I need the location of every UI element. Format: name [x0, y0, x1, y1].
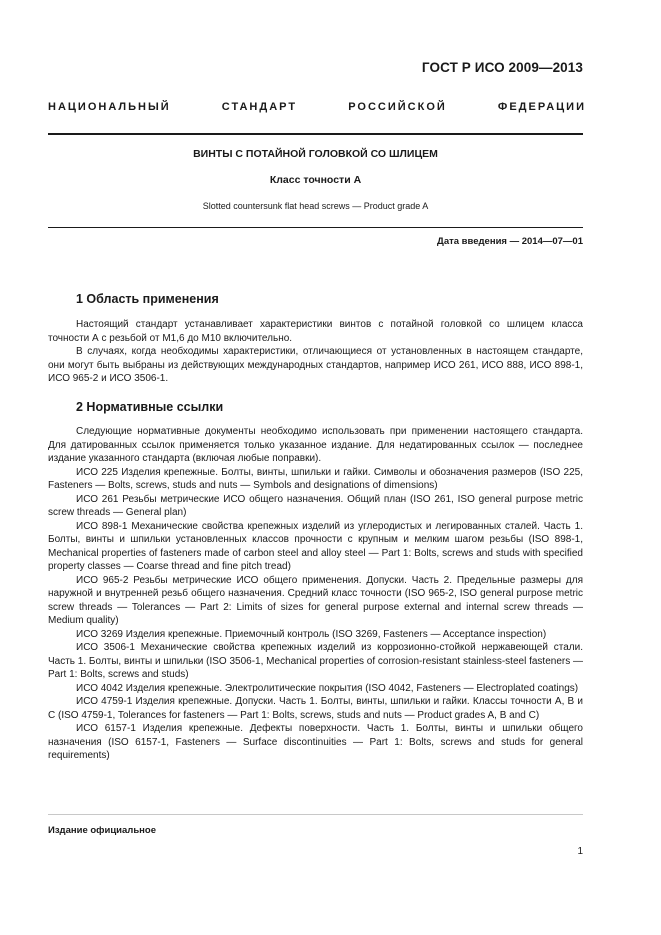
paragraph: Следующие нормативные документы необходимо использовать при применении настоящего стандарта. Для датированных ссылок применяется только указанное издание. Для недатированных ссылок — последнее издание указанного стандарта (включая любые поправки).	[48, 426, 583, 464]
reference-item: ИСО 4042 Изделия крепежные. Электролитические покрытия (ISO 4042, Fasteners — Electroplated coatings)	[76, 682, 579, 694]
reference-item: ИСО 4759-1 Изделия крепежные. Допуски. Часть 1. Болты, винты, шпильки и гайки. Классы точности A, B и C (ISO 4759-1, Tolerances for fasteners — Part 1: Bolts, screws, studs and nuts — Product grades A, B and C)	[48, 696, 583, 721]
reference-item: ИСО 965-2 Резьбы метрические ИСО общего применения. Допуски. Часть 2. Предельные размеры для наружной и внутренней резьб общего назначения. Средний класс точности (ISO 965-2, ISO general purpose metric screw threads — Tolerances — Part 2: Limits of sizes for general purpose external and internal screw threads — Medium quality)	[48, 574, 583, 626]
document-code: ГОСТ Р ИСО 2009—2013	[421, 60, 583, 75]
national-standard-banner: НАЦИОНАЛЬНЫЙ СТАНДАРТ РОССИЙСКОЙ ФЕДЕРАЦИИ	[48, 101, 586, 113]
reference-item: ИСО 261 Резьбы метрические ИСО общего назначения. Общий план (ISO 261, ISO general purpose metric screw threads — General plan)	[48, 493, 583, 518]
paragraph: Настоящий стандарт устанавливает характеристики винтов с потайной головкой со шлицем класса точности А с резьбой от М1,6 до М10 включительно.	[48, 319, 583, 344]
section-body	[48, 425, 583, 763]
section-body	[48, 318, 583, 386]
reference-item: ИСО 898-1 Механические свойства крепежных изделий из углеродистых и легированных сталей. Часть 1. Болты, винты и шпильки установленных классов прочности с крупным и мелким шагом резьбы (ISO 898-1, Mechanical properties of fasteners made of carbon steel and alloy steel — Part 1: Bolts, screws and studs with specified property classes — Coarse thread and fine pitch tread)	[48, 520, 583, 572]
reference-item: ИСО 3269 Изделия крепежные. Приемочный контроль (ISO 3269, Fasteners — Acceptance inspection)	[76, 628, 547, 640]
reference-item: ИСО 6157-1 Изделия крепежные. Дефекты поверхности. Часть 1. Болты, винты и шпильки общего назначения (ISO 6157-1, Fasteners — Surface discontinuities — Part 1: Bolts, screws and studs for general requirements)	[48, 723, 583, 761]
section-heading: 2 Нормативные ссылки	[76, 400, 224, 414]
document-title-english: Slotted countersunk flat head screws — Product grade A	[202, 201, 429, 211]
page-number: 1	[577, 846, 583, 857]
header-divider	[48, 133, 583, 135]
document-title: ВИНТЫ С ПОТАЙНОЙ ГОЛОВКОЙ СО ШЛИЦЕМ	[193, 148, 438, 160]
reference-item: ИСО 3506-1 Механические свойства крепежных изделий из коррозионно-стойкой нержавеющей стали. Часть 1. Болты, винты и шпильки (ISO 3506-1, Mechanical properties of corrosion-resistant stainless-steel fasteners — Part 1: Bolts, screws and studs)	[48, 642, 583, 680]
section-heading: 1 Область применения	[76, 292, 219, 306]
introduction-date: Дата введения — 2014—07—01	[437, 236, 583, 247]
document-subtitle: Класс точности А	[269, 174, 362, 186]
footer-divider	[48, 814, 583, 815]
title-divider	[48, 227, 583, 228]
paragraph: В случаях, когда необходимы характеристики, отличающиеся от установленных в настоящем стандарте, они могут быть выбраны из действующих международных стандартов, например ИСО 261, ИСО 888, ИСО 898-1, ИСО 965-2 и ИСО 3506-1.	[48, 346, 583, 384]
official-edition-label: Издание официальное	[48, 825, 156, 836]
reference-item: ИСО 225 Изделия крепежные. Болты, винты, шпильки и гайки. Символы и обозначения размеров (ISO 225, Fasteners — Bolts, screws, studs and nuts — Symbols and designations of dimensions)	[48, 466, 583, 491]
